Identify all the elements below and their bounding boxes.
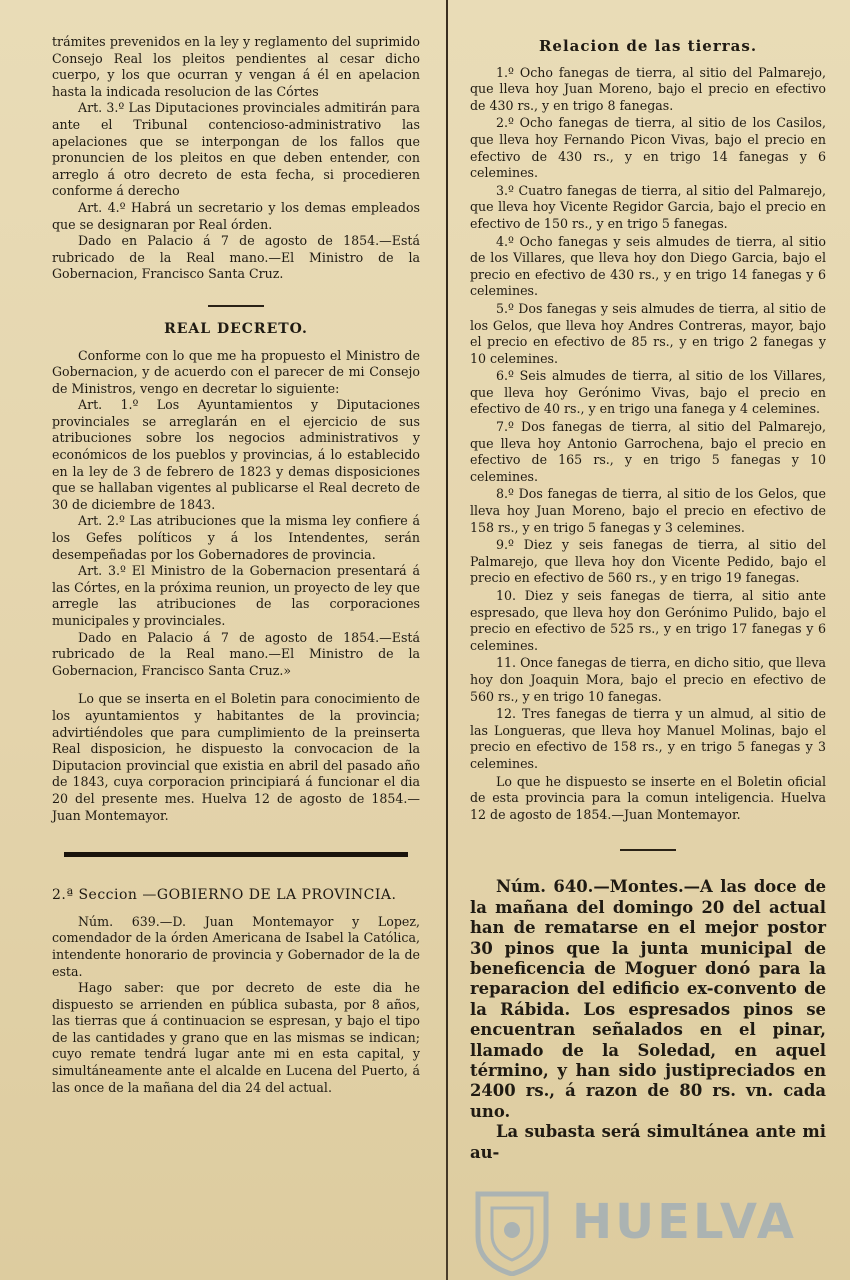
shield-emblem-icon: [468, 1186, 556, 1276]
land-item: 1.º Ocho fanegas de tierra, al sitio del Palmarejo, que lleva hoy Juan Moreno, bajo el precio en efectivo de 430 rs., y en trigo 8 fanegas.: [470, 64, 826, 113]
notice-639: Núm. 639.—D. Juan Montemayor y Lopez, comendador de la órden Americana de Isabel la Católica, intendente honorario de provincia y Gobernador de la de esta.: [52, 913, 420, 979]
column-divider: [446, 0, 448, 1280]
separator-rule-right: [620, 849, 676, 851]
land-item: 5.º Dos fanegas y seis almudes de tierra, al sitio de los Gelos, que lleva hoy Andres Contreras, mayor, bajo el precio en efectivo de 85 rs., y en trigo 2 fanegas y 10 celemines.: [470, 300, 826, 366]
decree-article-2: Art. 2.º Las atribuciones que la misma ley confiere á los Gefes políticos y á los Intendentes, serán desempeñadas por los Gobernadores de provincia.: [52, 513, 420, 562]
left-column: [52, 34, 420, 1096]
relacion-title: Relacion de las tierras.: [538, 37, 758, 55]
signature-paragraph-1: Dado en Palacio á 7 de agosto de 1854.—Está rubricado de la Real mano.—El Ministro de la Gobernacion, Francisco Santa Cruz.: [52, 233, 420, 282]
land-list: [470, 65, 826, 773]
publication-notice: Lo que he dispuesto se inserte en el Boletin oficial de esta provincia para la comun inteligencia. Huelva 12 de agosto de 1854.—Juan Montemayor.: [470, 773, 826, 822]
land-item: 3.º Cuatro fanegas de tierra, al sitio del Palmarejo, que lleva hoy Vicente Regidor Garcia, bajo el precio en efectivo de 150 rs., y en trigo 5 fanegas.: [470, 182, 826, 231]
land-item: 11. Once fanegas de tierra, en dicho sitio, que lleva hoy don Joaquin Mora, bajo el precio en efectivo de 560 rs., y en trigo 10 fanegas.: [470, 655, 826, 704]
real-decreto-title: REAL DECRETO.: [164, 320, 308, 337]
article-4: Art. 4.º Habrá un secretario y los demas empleados que se designaran por Real órden.: [52, 199, 420, 232]
hago-saber-paragraph: Hago saber: que por decreto de este dia he dispuesto se arrienden en pública subasta, por 8 años, las tierras que á continuacion se espresan, y bajo el tipo de las cantidades y grano que en las mismas se indican; cuyo remate tendrá lugar ante mi en esta capital, y simultáneamente ante el alcalde en Lucena del Puerto, á las once de la mañana del dia 24 del actual.: [52, 980, 420, 1095]
separator-rule: [208, 305, 264, 307]
paragraph-intro: trámites prevenidos en la ley y reglamento del suprimido Consejo Real los pleitos pendientes al cesar dicho cuerpo, y los que ocurran y vengan á él en apelacion hasta la indicada resolucion de las Córtes: [52, 34, 420, 99]
watermark-text: HUELVA: [572, 1194, 797, 1250]
notice-640: Núm. 640.—Montes.—A las doce de la mañana del domingo 20 del actual han de rematarse en el mejor postor 30 pinos que la junta municipal de beneficencia de Moguer donó para la reparacion del edificio ex-convento de la Rábida. Los espresados pinos se encuentran señalados en el pinar, llamado de la Soledad, en aquel término, y han sido justipreciados en 2400 rs., á razon de 80 rs. vn. cada uno.: [470, 877, 826, 1121]
section-divider: [64, 852, 408, 857]
land-item: 6.º Seis almudes de tierra, al sitio de los Villares, que lleva hoy Gerónimo Vivas, bajo el precio en efectivo de 40 rs., y en trigo una fanega y 4 celemines.: [470, 368, 826, 417]
decree-article-3: Art. 3.º El Ministro de la Gobernacion presentará á las Córtes, en la próxima reunion, un proyecto de ley que arregle las atribuciones de las corporaciones municipales y provinciales.: [52, 563, 420, 628]
huelva-watermark: [448, 1182, 828, 1278]
decree-intro: Conforme con lo que me ha propuesto el Ministro de Gobernacion, y de acuerdo con el parecer de mi Consejo de Ministros, vengo en decretar lo siguiente:: [52, 347, 420, 396]
land-item: 4.º Ocho fanegas y seis almudes de tierra, al sitio de los Villares, que lleva hoy don Diego Garcia, bajo el precio en efectivo de 430 rs., y en trigo 14 fanegas y 6 celemines.: [470, 233, 826, 299]
land-item: 2.º Ocho fanegas de tierra, al sitio de los Casilos, que lleva hoy Fernando Picon Vivas, bajo el precio en efectivo de 430 rs., y en trigo 14 fanegas y 6 celemines.: [470, 115, 826, 181]
land-item: 7.º Dos fanegas de tierra, al sitio del Palmarejo, que lleva hoy Antonio Garrochena, bajo el precio en efectivo de 165 rs., y en trigo 5 fanegas y 10 celemines.: [470, 419, 826, 484]
land-item: 8.º Dos fanegas de tierra, al sitio de los Gelos, que lleva hoy Juan Moreno, bajo el precio en efectivo de 158 rs., y en trigo 5 fanegas y 3 celemines.: [470, 486, 826, 535]
decree-article-1: Art. 1.º Los Ayuntamientos y Diputaciones provinciales se arreglarán en el ejercicio de sus atribuciones sobre los negocios administrativos y económicos de los pueblos y provincias, á lo establecido en la ley de 3 de febrero de 1823 y demas disposiciones que se hallaban vigentes al publicarse el Real decreto de 30 de diciembre de 1843.: [52, 397, 420, 512]
section-heading: 2.ª Seccion —GOBIERNO DE LA PROVINCIA.: [52, 887, 397, 904]
insertion-notice: Lo que se inserta en el Boletin para conocimiento de los ayuntamientos y habitantes de la provincia; advirtiéndoles que para cumplimiento de la preinserta Real disposicion, he dispuesto la convocacion de la Diputacion provincial que existia en abril del pasado año de 1843, cuya corporacion principiará á funcionar el dia 20 del presente mes. Huelva 12 de agosto de 1854.—Juan Montemayor.: [52, 691, 420, 823]
land-item: 10. Diez y seis fanegas de tierra, al sitio ante espresado, que lleva hoy don Gerónimo Pulido, bajo el precio en efectivo de 525 rs., y en trigo 17 fanegas y 6 celemines.: [470, 588, 826, 653]
article-3: Art. 3.º Las Diputaciones provinciales admitirán para ante el Tribunal contencioso-administrativo las apelaciones que se interpongan de los fallos que pronuncien de los pleitos en que deben entender, con arreglo á otro decreto de esta fecha, si procedieren conforme á derecho: [52, 100, 420, 199]
right-column: [470, 34, 826, 1163]
signature-paragraph-2: Dado en Palacio á 7 de agosto de 1854.—Está rubricado de la Real mano.—El Ministro de la Gobernacion, Francisco Santa Cruz.»: [52, 629, 420, 678]
subasta-line: La subasta será simultánea ante mi au-: [470, 1122, 826, 1162]
land-item: 12. Tres fanegas de tierra y un almud, al sitio de las Longueras, que lleva hoy Manuel Molinas, bajo el precio en efectivo de 158 rs., y en trigo 5 fanegas y 3 celemines.: [470, 706, 826, 771]
land-item: 9.º Diez y seis fanegas de tierra, al sitio del Palmarejo, que lleva hoy don Vicente Pedido, bajo el precio en efectivo de 560 rs., y en trigo 19 fanegas.: [470, 537, 826, 586]
